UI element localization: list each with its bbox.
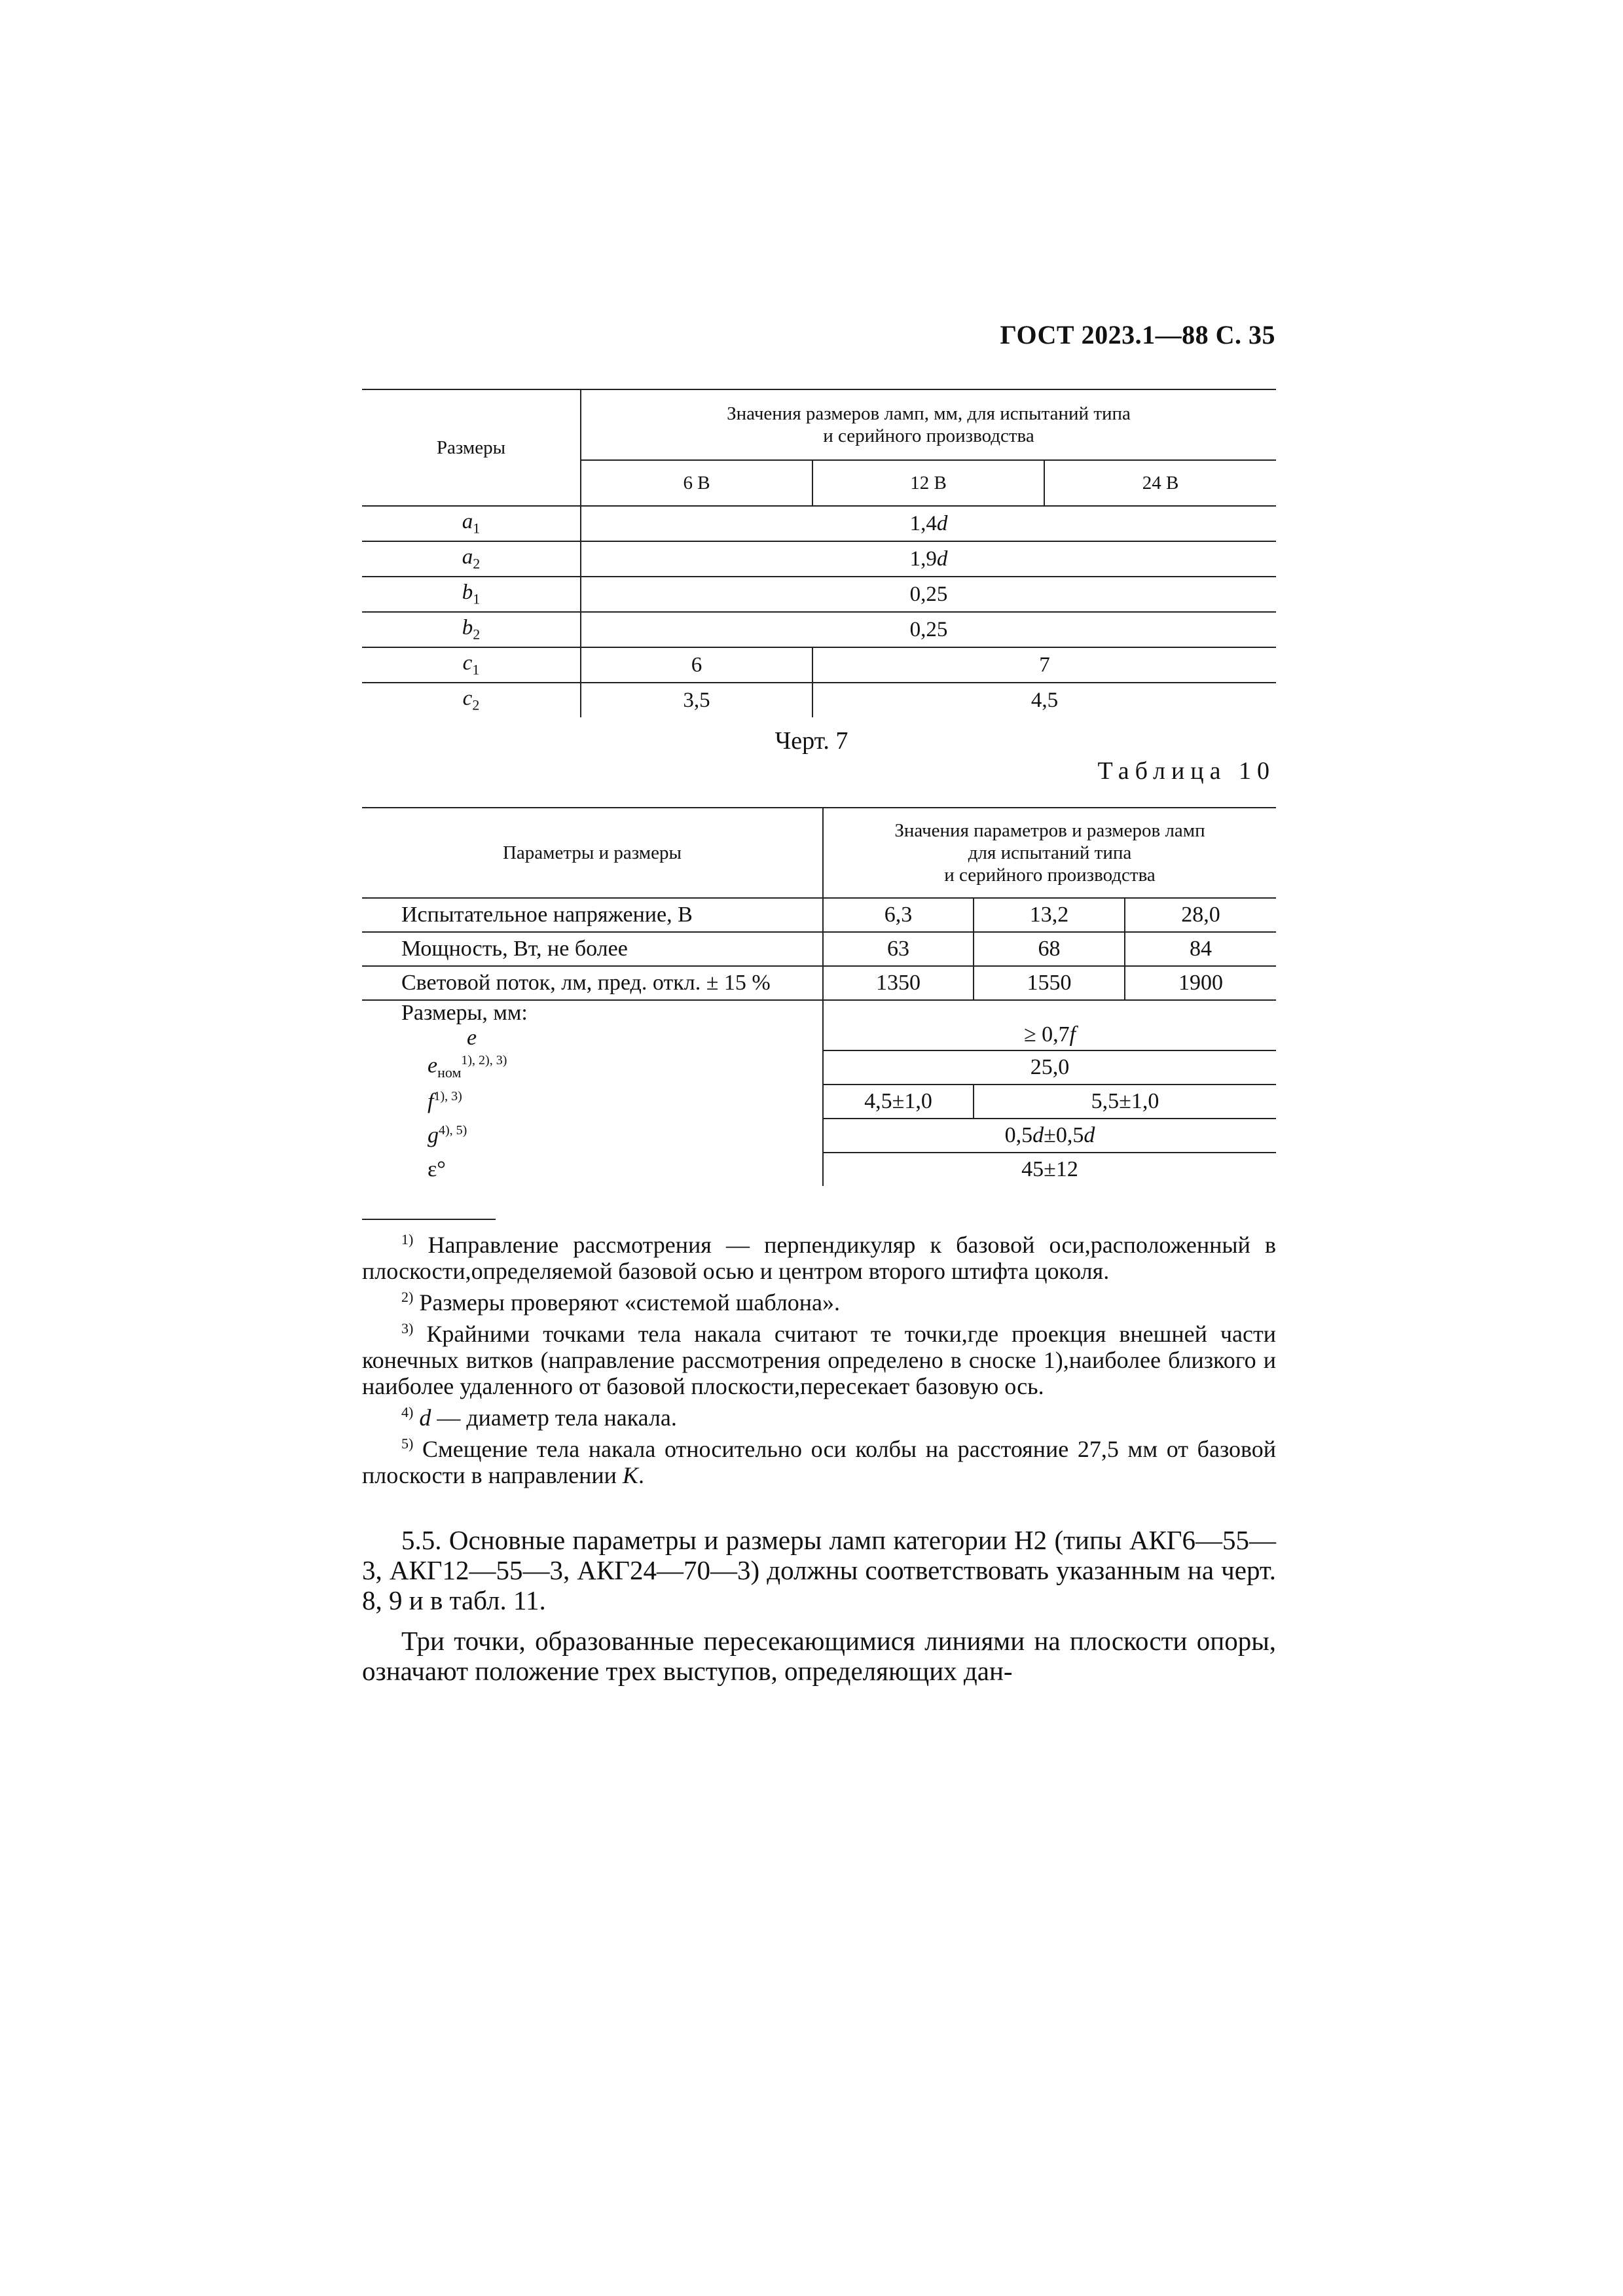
t1-value-6v: 3,5 <box>581 683 812 717</box>
table-title: Таблица 10 <box>1097 757 1275 785</box>
t2-row-enom <box>362 1050 1276 1085</box>
t1-value-6v: 6 <box>581 647 812 683</box>
t2-col-label: Параметры и размеры <box>362 808 823 898</box>
t1-row-a2 <box>362 541 1276 577</box>
t1-row-b1 <box>362 577 1276 612</box>
t1-row-a1 <box>362 506 1276 541</box>
t2-cell: 68 <box>974 932 1125 966</box>
t2-cell: 13,2 <box>974 898 1125 932</box>
t2-sym-enom: $e_{ном}^{1), 2), 3)}$ <box>428 1053 507 1081</box>
t1-group-header-line2: и серийного производства <box>823 425 1034 446</box>
t2-row-f <box>362 1085 1276 1119</box>
t2-row-label: Испытательное напряжение, В <box>362 898 823 932</box>
t2-cell: 63 <box>823 932 974 966</box>
t2-value-g: 0,5d±0,5d <box>823 1119 1276 1153</box>
footnotes <box>362 1227 1276 1488</box>
t2-cell: 6,3 <box>823 898 974 932</box>
t2-cell: 1550 <box>974 966 1125 1000</box>
t2-sym-g: $g^{4), 5)}$ <box>428 1122 467 1148</box>
t1-sym: $b_2$ <box>362 612 581 647</box>
footnote-1: $^{1)}$ Направление рассмотрения — перпендикуляр к базовой оси,расположенный в плоскости,определяемой базовой осью и центром второго штифта цоколя. <box>362 1231 1277 1284</box>
t2-row-label: Мощность, Вт, не более <box>362 932 823 966</box>
t1-value: 1,4d <box>581 506 1276 541</box>
t2-cell: 1350 <box>823 966 974 1000</box>
t2-value-eps: 45±12 <box>823 1153 1276 1186</box>
t2-group-header-line1: Значения параметров и размеров ламп <box>894 820 1205 841</box>
t2-cell: 28,0 <box>1125 898 1276 932</box>
t1-voltage-12: 12 В <box>812 460 1044 506</box>
t1-sym: $b_1$ <box>362 577 581 612</box>
t1-sym: $a_1$ <box>362 506 581 541</box>
figure-caption: Черт. 7 <box>775 727 848 755</box>
t1-group-header-line1: Значения размеров ламп, мм, для испытаний типа <box>727 403 1131 424</box>
t2-group-header-line2: для испытаний типа <box>968 842 1132 863</box>
t2-cell: 84 <box>1125 932 1276 966</box>
t2-sym-e: e <box>467 1026 477 1050</box>
t1-sym: $c_1$ <box>362 647 581 683</box>
paragraph-5-5: 5.5. Основные параметры и размеры ламп категории Н2 (типы АКГ6—55—3, АКГ12—55—3, АКГ24—70—3) должны соответствовать указанным на черт. 8, 9 и в табл. 11. <box>362 1525 1276 1615</box>
t2-row-power <box>362 932 1276 966</box>
page-header: ГОСТ 2023.1—88 С. 35 <box>1000 320 1275 350</box>
t1-row-b2 <box>362 612 1276 647</box>
t1-value: 1,9d <box>581 541 1276 577</box>
t1-row-c2 <box>362 683 1276 717</box>
t1-value: 0,25 <box>581 612 1276 647</box>
t2-value-f-12-24v: 5,5±1,0 <box>974 1085 1276 1119</box>
t2-group-header-line3: и серийного производства <box>944 865 1156 886</box>
t1-voltage-24: 24 В <box>1044 460 1276 506</box>
parameters-table <box>362 807 1276 1186</box>
t1-sym: $c_2$ <box>462 687 480 713</box>
t2-sizes-label-cell <box>362 1000 823 1050</box>
t2-row-g <box>362 1119 1276 1153</box>
t2-cell: 1900 <box>1125 966 1276 1000</box>
t1-sym: $a_2$ <box>362 541 581 577</box>
t2-value-enom: 25,0 <box>823 1050 1276 1085</box>
t2-row-flux <box>362 966 1276 1000</box>
t2-row-e <box>362 1000 1276 1050</box>
t2-sizes-label: Размеры, мм: <box>401 1001 528 1025</box>
t2-row-label: Световой поток, лм, пред. откл. ± 15 % <box>362 966 823 1000</box>
t1-col-label: Размеры <box>362 389 581 506</box>
paragraph-three-points: Три точки, образованные пересекающимися линиями на плоскости опоры, означают положение трех выступов, определяющих дан- <box>362 1626 1276 1686</box>
t2-row-voltage <box>362 898 1276 932</box>
t1-value-12-24v: 7 <box>812 647 1276 683</box>
t2-group-header <box>823 808 1276 898</box>
t2-sym-f: $f^{1), 3)}$ <box>428 1088 462 1114</box>
footnote-5: $^{5)}$ Смещение тела накала относительно оси колбы на расстояние 27,5 мм от базовой плоскости в направлении K. <box>362 1435 1276 1488</box>
t2-sym-eps: ε° <box>428 1157 446 1181</box>
footnote-3: $^{3)}$ Крайними точками тела накала считают те точки,где проекция внешней части конечных витков (направление рассмотрения определено в сноске 1),наиболее близкого и наиболее удаленного от базовой плоскости,пересекает базовую ось. <box>362 1320 1276 1399</box>
t2-value-f-6v: 4,5±1,0 <box>823 1085 974 1119</box>
footnote-divider <box>362 1219 496 1220</box>
footnote-2: $^{2)}$ Размеры проверяют «системой шаблона». <box>401 1289 841 1316</box>
t1-group-header <box>581 389 1276 460</box>
t1-value: 0,25 <box>581 577 1276 612</box>
footnote-4: $^{4)}$ d — диаметр тела накала. <box>401 1404 677 1431</box>
t2-value-e: ≥ 0,7f <box>823 1000 1276 1050</box>
t1-row-c1 <box>362 647 1276 683</box>
t1-voltage-6: 6 В <box>581 460 812 506</box>
t1-value-12-24v: 4,5 <box>812 683 1276 717</box>
body-text <box>362 1525 1276 1696</box>
t2-row-eps <box>362 1153 1276 1186</box>
dimensions-table <box>362 389 1276 717</box>
